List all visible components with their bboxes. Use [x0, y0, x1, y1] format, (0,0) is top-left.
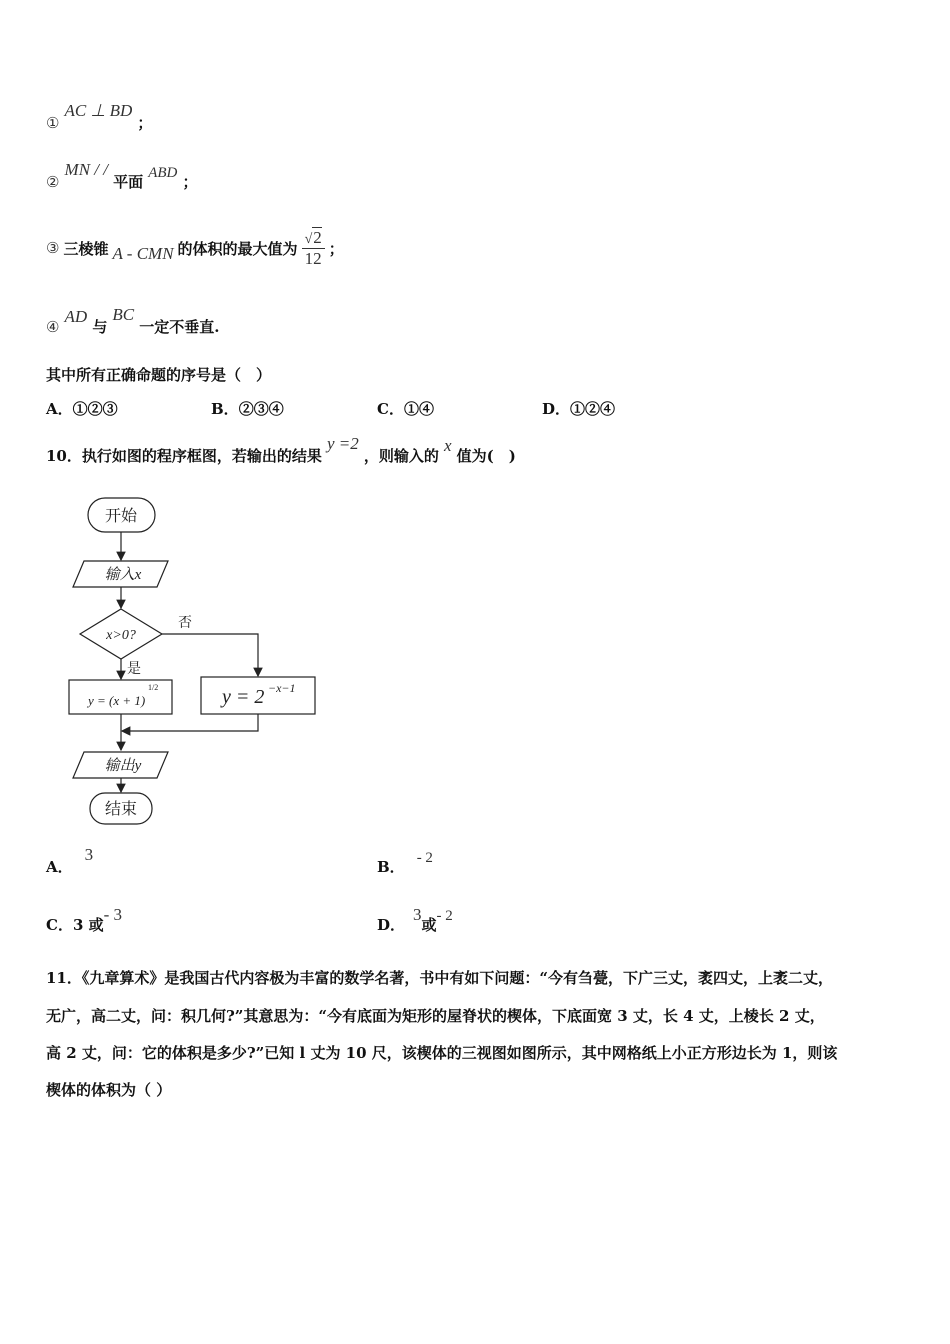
no-label: 否 — [178, 616, 192, 631]
end-label: 结束 — [104, 801, 138, 818]
q9-option-b: B．②③④ — [211, 400, 284, 418]
q10-option-c: C．3 或- 3 — [46, 905, 123, 934]
q11-line-2: 无广，高二丈，问：积几何?”其意思为：“今有底面为矩形的屋脊状的楔体，下底面宽 3 丈，长 4 丈，上棱长 2 丈， — [46, 1007, 825, 1025]
right-box-formula: y = 2 — [222, 686, 265, 708]
q9-option-c: C．①④ — [377, 400, 434, 418]
marker: ③ — [46, 239, 60, 257]
input-label: 输入x — [104, 567, 142, 583]
marker: ④ — [46, 318, 60, 336]
math-expr: ABD — [148, 165, 178, 181]
marker: ① — [46, 114, 60, 132]
text: 平面 — [113, 173, 144, 191]
q11-line-3: 高 2 丈，问：它的体积是多少?”已知 l 丈为 10 尺，该楔体的三视图如图所示，其中网格纸上小正方形边长为 1，则该 — [46, 1044, 838, 1062]
q9-stem: 其中所有正确命题的序号是（ ） — [46, 366, 272, 384]
q11-line-1: 11．《九章算术》是我国古代内容极为丰富的数学名著，书中有如下问题：“今有刍甍，下广三丈，袤四丈，上袤二丈， — [46, 969, 834, 987]
math-expr: A - CMN — [112, 244, 174, 263]
math-expr: BC — [112, 305, 135, 324]
right-box-exponent: −x−1 — [268, 681, 296, 695]
q10-option-a: A．3 — [46, 845, 94, 876]
q9-option-a: A．①②③ — [46, 400, 118, 418]
text: 的体积的最大值为 — [177, 239, 298, 258]
q10-option-b: B． - 2 — [377, 850, 433, 876]
math-expr: x — [443, 436, 452, 455]
punct: ； — [328, 239, 344, 258]
start-label: 开始 — [104, 508, 138, 525]
decision-label: x>0? — [106, 628, 136, 643]
output-label: 输出y — [104, 758, 142, 774]
left-box-formula: y = (x + 1) — [88, 693, 146, 708]
math-expr: MN / / — [64, 160, 108, 179]
text: 一定不垂直. — [139, 318, 220, 336]
marker: ② — [46, 173, 60, 191]
math-expr: AC ⊥ BD — [64, 101, 133, 120]
q11-line-4: 楔体的体积为（ ） — [46, 1081, 172, 1099]
q9-option-d: D．①②④ — [542, 400, 616, 418]
text: 与 — [92, 318, 108, 336]
punct: ； — [182, 173, 198, 191]
q10-stem: 10．执行如图的程序框图，若输出的结果 y =2 ，则输入的 x 值为( ) — [46, 434, 516, 465]
text: 三棱锥 — [63, 239, 109, 258]
yes-label: 是 — [127, 662, 141, 677]
math-expr: y =2 — [326, 434, 359, 453]
punct: ； — [137, 114, 153, 132]
left-box-exponent: 1/2 — [148, 683, 159, 692]
q10-option-d: D．3或- 2 — [377, 905, 453, 934]
math-expr: AD — [64, 307, 88, 326]
fraction: $\frac{√2}{12}$ — [302, 228, 325, 269]
